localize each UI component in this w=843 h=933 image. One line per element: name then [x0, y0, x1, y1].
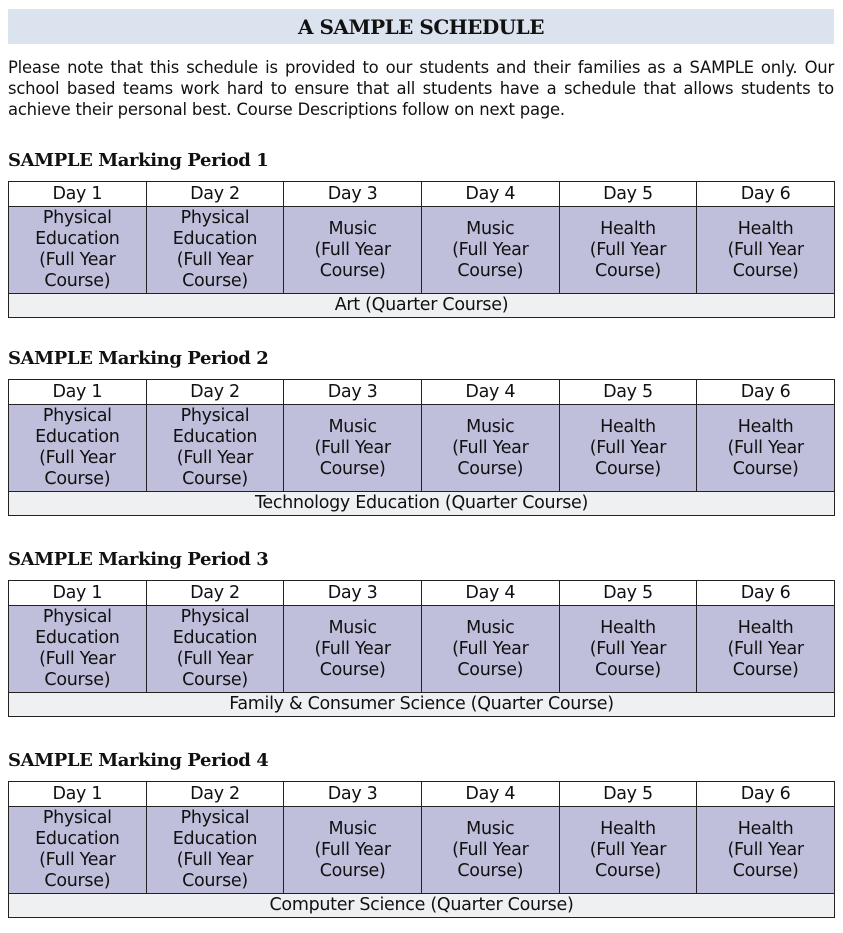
day-header-cell: Day 3 — [284, 182, 422, 207]
day-header-row — [9, 182, 835, 207]
day-header-cell: Day 1 — [9, 581, 147, 606]
marking-period-heading: SAMPLE Marking Period 4 — [8, 750, 269, 771]
course-label: Music (Full Year Course) — [452, 416, 529, 479]
quarter-course-row — [9, 894, 835, 918]
course-cell — [697, 405, 835, 492]
day-header-cell: Day 3 — [284, 782, 422, 807]
day-header-cell: Day 2 — [146, 182, 284, 207]
course-cell — [559, 807, 697, 894]
course-label: Physical Education (Full Year Course) — [35, 607, 120, 690]
day-header-cell: Day 2 — [146, 782, 284, 807]
course-cell — [559, 405, 697, 492]
course-label: Music (Full Year Course) — [452, 818, 529, 881]
marking-period-heading: SAMPLE Marking Period 2 — [8, 348, 269, 369]
course-cell — [284, 606, 422, 693]
quarter-course-cell: Family & Consumer Science (Quarter Course) — [9, 693, 835, 717]
course-label: Physical Education (Full Year Course) — [35, 406, 120, 489]
course-label: Health (Full Year Course) — [589, 218, 667, 281]
marking-period-heading: SAMPLE Marking Period 3 — [8, 549, 269, 570]
course-label: Health (Full Year Course) — [727, 416, 804, 479]
quarter-course-row — [9, 294, 835, 318]
course-cell — [146, 606, 284, 693]
course-label: Health (Full Year Course) — [589, 818, 667, 881]
course-label: Music (Full Year Course) — [314, 818, 391, 881]
day-header-cell: Day 6 — [697, 182, 835, 207]
course-cell — [284, 807, 422, 894]
course-label: Health (Full Year Course) — [727, 818, 804, 881]
day-header-cell: Day 4 — [421, 782, 559, 807]
course-cell — [421, 606, 559, 693]
course-cell — [421, 405, 559, 492]
course-cell — [146, 207, 284, 294]
day-header-cell: Day 5 — [559, 182, 697, 207]
course-cell — [421, 807, 559, 894]
day-header-cell: Day 5 — [559, 380, 697, 405]
schedule-table — [8, 181, 835, 318]
course-label: Physical Education (Full Year Course) — [172, 208, 258, 291]
quarter-course-row — [9, 492, 835, 516]
course-label: Physical Education (Full Year Course) — [172, 808, 258, 891]
marking-period-heading: SAMPLE Marking Period 1 — [8, 150, 269, 171]
course-cell — [284, 405, 422, 492]
day-header-cell: Day 2 — [146, 581, 284, 606]
day-header-cell: Day 3 — [284, 380, 422, 405]
course-cell — [9, 807, 147, 894]
course-label: Physical Education (Full Year Course) — [35, 208, 120, 291]
page-title: A SAMPLE SCHEDULE — [8, 9, 834, 44]
course-label: Music (Full Year Course) — [314, 617, 391, 680]
day-header-cell: Day 1 — [9, 182, 147, 207]
course-cell — [697, 606, 835, 693]
day-header-cell: Day 1 — [9, 782, 147, 807]
course-label: Physical Education (Full Year Course) — [172, 607, 258, 690]
course-cell — [146, 405, 284, 492]
course-cell — [559, 606, 697, 693]
schedule-table — [8, 781, 835, 918]
day-header-row — [9, 782, 835, 807]
course-row — [9, 207, 835, 294]
course-cell — [9, 207, 147, 294]
quarter-course-cell: Technology Education (Quarter Course) — [9, 492, 835, 516]
day-header-cell: Day 6 — [697, 581, 835, 606]
day-header-cell: Day 4 — [421, 182, 559, 207]
day-header-row — [9, 581, 835, 606]
course-label: Music (Full Year Course) — [452, 218, 529, 281]
course-label: Music (Full Year Course) — [452, 617, 529, 680]
course-cell — [697, 807, 835, 894]
course-label: Health (Full Year Course) — [589, 617, 667, 680]
course-label: Health (Full Year Course) — [727, 218, 804, 281]
course-label: Health (Full Year Course) — [589, 416, 667, 479]
intro-paragraph: Please note that this schedule is provided to our students and their families as a SAMPLE only. Our school based teams work hard to ensure that all students have a schedule that allows students to achieve their personal best. Course Descriptions follow on next page. — [8, 58, 834, 119]
course-cell — [421, 207, 559, 294]
course-label: Music (Full Year Course) — [314, 416, 391, 479]
day-header-cell: Day 6 — [697, 782, 835, 807]
day-header-cell: Day 5 — [559, 782, 697, 807]
course-cell — [146, 807, 284, 894]
day-header-cell: Day 4 — [421, 581, 559, 606]
course-label: Physical Education (Full Year Course) — [172, 406, 258, 489]
course-row — [9, 606, 835, 693]
course-cell — [559, 207, 697, 294]
course-cell — [9, 606, 147, 693]
course-cell — [9, 405, 147, 492]
course-cell — [697, 207, 835, 294]
day-header-cell: Day 4 — [421, 380, 559, 405]
schedule-table — [8, 580, 835, 717]
course-label: Health (Full Year Course) — [727, 617, 804, 680]
schedule-table — [8, 379, 835, 516]
day-header-cell: Day 5 — [559, 581, 697, 606]
quarter-course-row — [9, 693, 835, 717]
day-header-cell: Day 3 — [284, 581, 422, 606]
day-header-cell: Day 6 — [697, 380, 835, 405]
course-row — [9, 807, 835, 894]
course-label: Music (Full Year Course) — [314, 218, 391, 281]
course-label: Physical Education (Full Year Course) — [35, 808, 120, 891]
course-row — [9, 405, 835, 492]
day-header-cell: Day 2 — [146, 380, 284, 405]
quarter-course-cell: Art (Quarter Course) — [9, 294, 835, 318]
day-header-cell: Day 1 — [9, 380, 147, 405]
course-cell — [284, 207, 422, 294]
day-header-row — [9, 380, 835, 405]
quarter-course-cell: Computer Science (Quarter Course) — [9, 894, 835, 918]
